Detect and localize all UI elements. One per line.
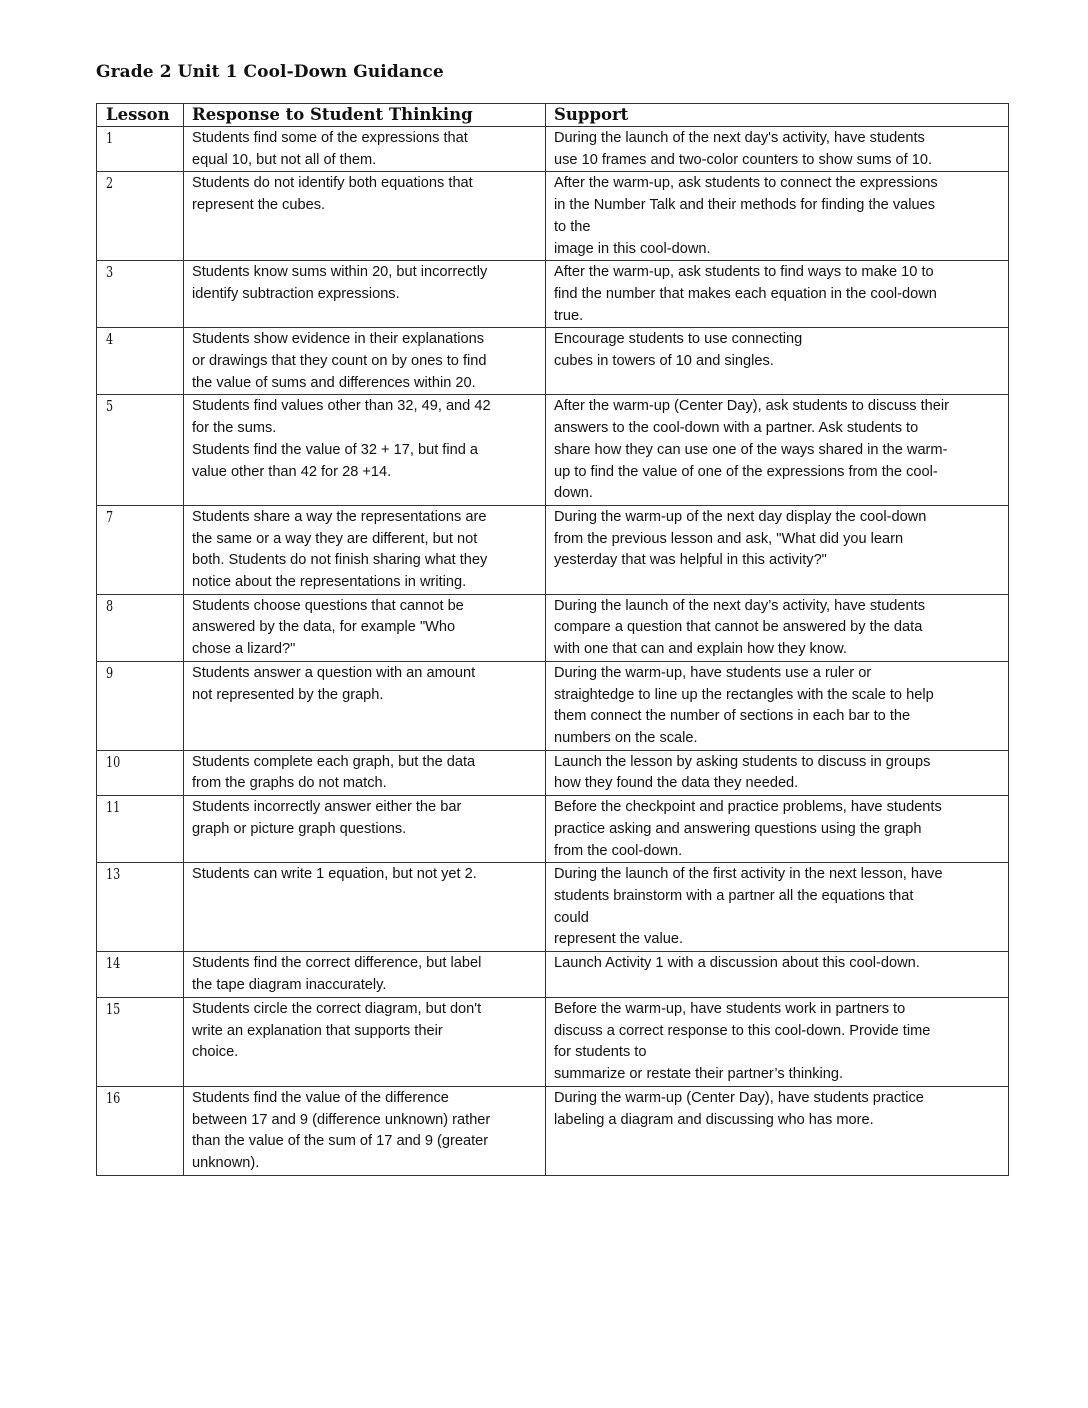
lesson-number: 16	[97, 1086, 184, 1175]
table-row	[97, 863, 1009, 952]
response-cell: Students find the correct difference, but label the tape diagram inaccurately.	[184, 952, 546, 998]
table-row	[97, 796, 1009, 863]
lesson-number: 10	[97, 750, 184, 795]
support-cell: Before the checkpoint and practice problems, have students practice asking and answering questions using the graph from the cool-down.	[546, 796, 1009, 863]
table-row	[97, 261, 1009, 328]
support-cell: Launch the lesson by asking students to discuss in groups how they found the data they needed.	[546, 750, 1009, 795]
support-cell: During the warm-up (Center Day), have students practice labeling a diagram and discussing who has more.	[546, 1086, 1009, 1175]
table-row	[97, 172, 1009, 261]
table-row	[97, 328, 1009, 395]
response-cell: Students incorrectly answer either the bar graph or picture graph questions.	[184, 796, 546, 863]
lesson-number: 7	[97, 505, 184, 594]
support-cell: After the warm-up, ask students to connect the expressions in the Number Talk and their methods for finding the values to the image in this cool-down.	[546, 172, 1009, 261]
lesson-number: 13	[97, 863, 184, 952]
response-cell: Students find the value of the difference between 17 and 9 (difference unknown) rather than the value of the sum of 17 and 9 (greater unknown).	[184, 1086, 546, 1175]
table-row	[97, 594, 1009, 661]
lesson-number: 2	[97, 172, 184, 261]
support-cell: During the launch of the next day’s activity, have students compare a question that cannot be answered by the data with one that can and explain how they know.	[546, 594, 1009, 661]
table-row	[97, 127, 1009, 172]
guidance-table	[96, 103, 1009, 1176]
response-cell: Students choose questions that cannot be answered by the data, for example "Who chose a lizard?"	[184, 594, 546, 661]
support-cell: After the warm-up, ask students to find ways to make 10 to find the number that makes each equation in the cool-down true.	[546, 261, 1009, 328]
table-row	[97, 505, 1009, 594]
response-cell: Students do not identify both equations that represent the cubes.	[184, 172, 546, 261]
support-cell: During the launch of the next day's activity, have students use 10 frames and two-color counters to show sums of 10.	[546, 127, 1009, 172]
support-column-header: Support	[546, 104, 1009, 127]
lesson-number: 9	[97, 661, 184, 750]
table-row	[97, 998, 1009, 1087]
lesson-number: 1	[97, 127, 184, 172]
lesson-number: 4	[97, 328, 184, 395]
response-cell: Students show evidence in their explanations or drawings that they count on by ones to find the value of sums and differences within 20.	[184, 328, 546, 395]
response-column-header: Response to Student Thinking	[184, 104, 546, 127]
lesson-column-header: Lesson	[97, 104, 184, 127]
response-cell: Students find some of the expressions that equal 10, but not all of them.	[184, 127, 546, 172]
support-cell: After the warm-up (Center Day), ask students to discuss their answers to the cool-down with a partner. Ask students to share how they can use one of the ways shared in the warm- up to find the value of one of the expressions from the cool- down.	[546, 395, 1009, 506]
lesson-number: 14	[97, 952, 184, 998]
lesson-number: 8	[97, 594, 184, 661]
response-cell: Students know sums within 20, but incorrectly identify subtraction expressions.	[184, 261, 546, 328]
support-cell: During the warm-up, have students use a ruler or straightedge to line up the rectangles with the scale to help them connect the number of sections in each bar to the numbers on the scale.	[546, 661, 1009, 750]
support-cell: During the launch of the first activity in the next lesson, have students brainstorm with a partner all the equations that could represent the value.	[546, 863, 1009, 952]
response-cell: Students find values other than 32, 49, and 42 for the sums. Students find the value of 32 + 17, but find a value other than 42 for 28 +14.	[184, 395, 546, 506]
lesson-number: 3	[97, 261, 184, 328]
page-title: Grade 2 Unit 1 Cool-Down Guidance	[96, 62, 444, 82]
response-cell: Students can write 1 equation, but not yet 2.	[184, 863, 546, 952]
support-cell: During the warm-up of the next day display the cool-down from the previous lesson and ask, "What did you learn yesterday that was helpful in this activity?"	[546, 505, 1009, 594]
table-row	[97, 395, 1009, 506]
lesson-number: 15	[97, 998, 184, 1087]
response-cell: Students answer a question with an amount not represented by the graph.	[184, 661, 546, 750]
table-row	[97, 1086, 1009, 1175]
support-cell: Launch Activity 1 with a discussion about this cool-down.	[546, 952, 1009, 998]
table-row	[97, 750, 1009, 795]
table-row	[97, 952, 1009, 998]
support-cell: Before the warm-up, have students work in partners to discuss a correct response to this cool-down. Provide time for students to summarize or restate their partner’s thinking.	[546, 998, 1009, 1087]
table-row	[97, 661, 1009, 750]
table-header-row	[97, 104, 1009, 127]
lesson-number: 11	[97, 796, 184, 863]
response-cell: Students complete each graph, but the data from the graphs do not match.	[184, 750, 546, 795]
lesson-number: 5	[97, 395, 184, 506]
response-cell: Students circle the correct diagram, but don't write an explanation that supports their choice.	[184, 998, 546, 1087]
support-cell: Encourage students to use connecting cubes in towers of 10 and singles.	[546, 328, 1009, 395]
response-cell: Students share a way the representations are the same or a way they are different, but not both. Students do not finish sharing what they notice about the representations in writing.	[184, 505, 546, 594]
